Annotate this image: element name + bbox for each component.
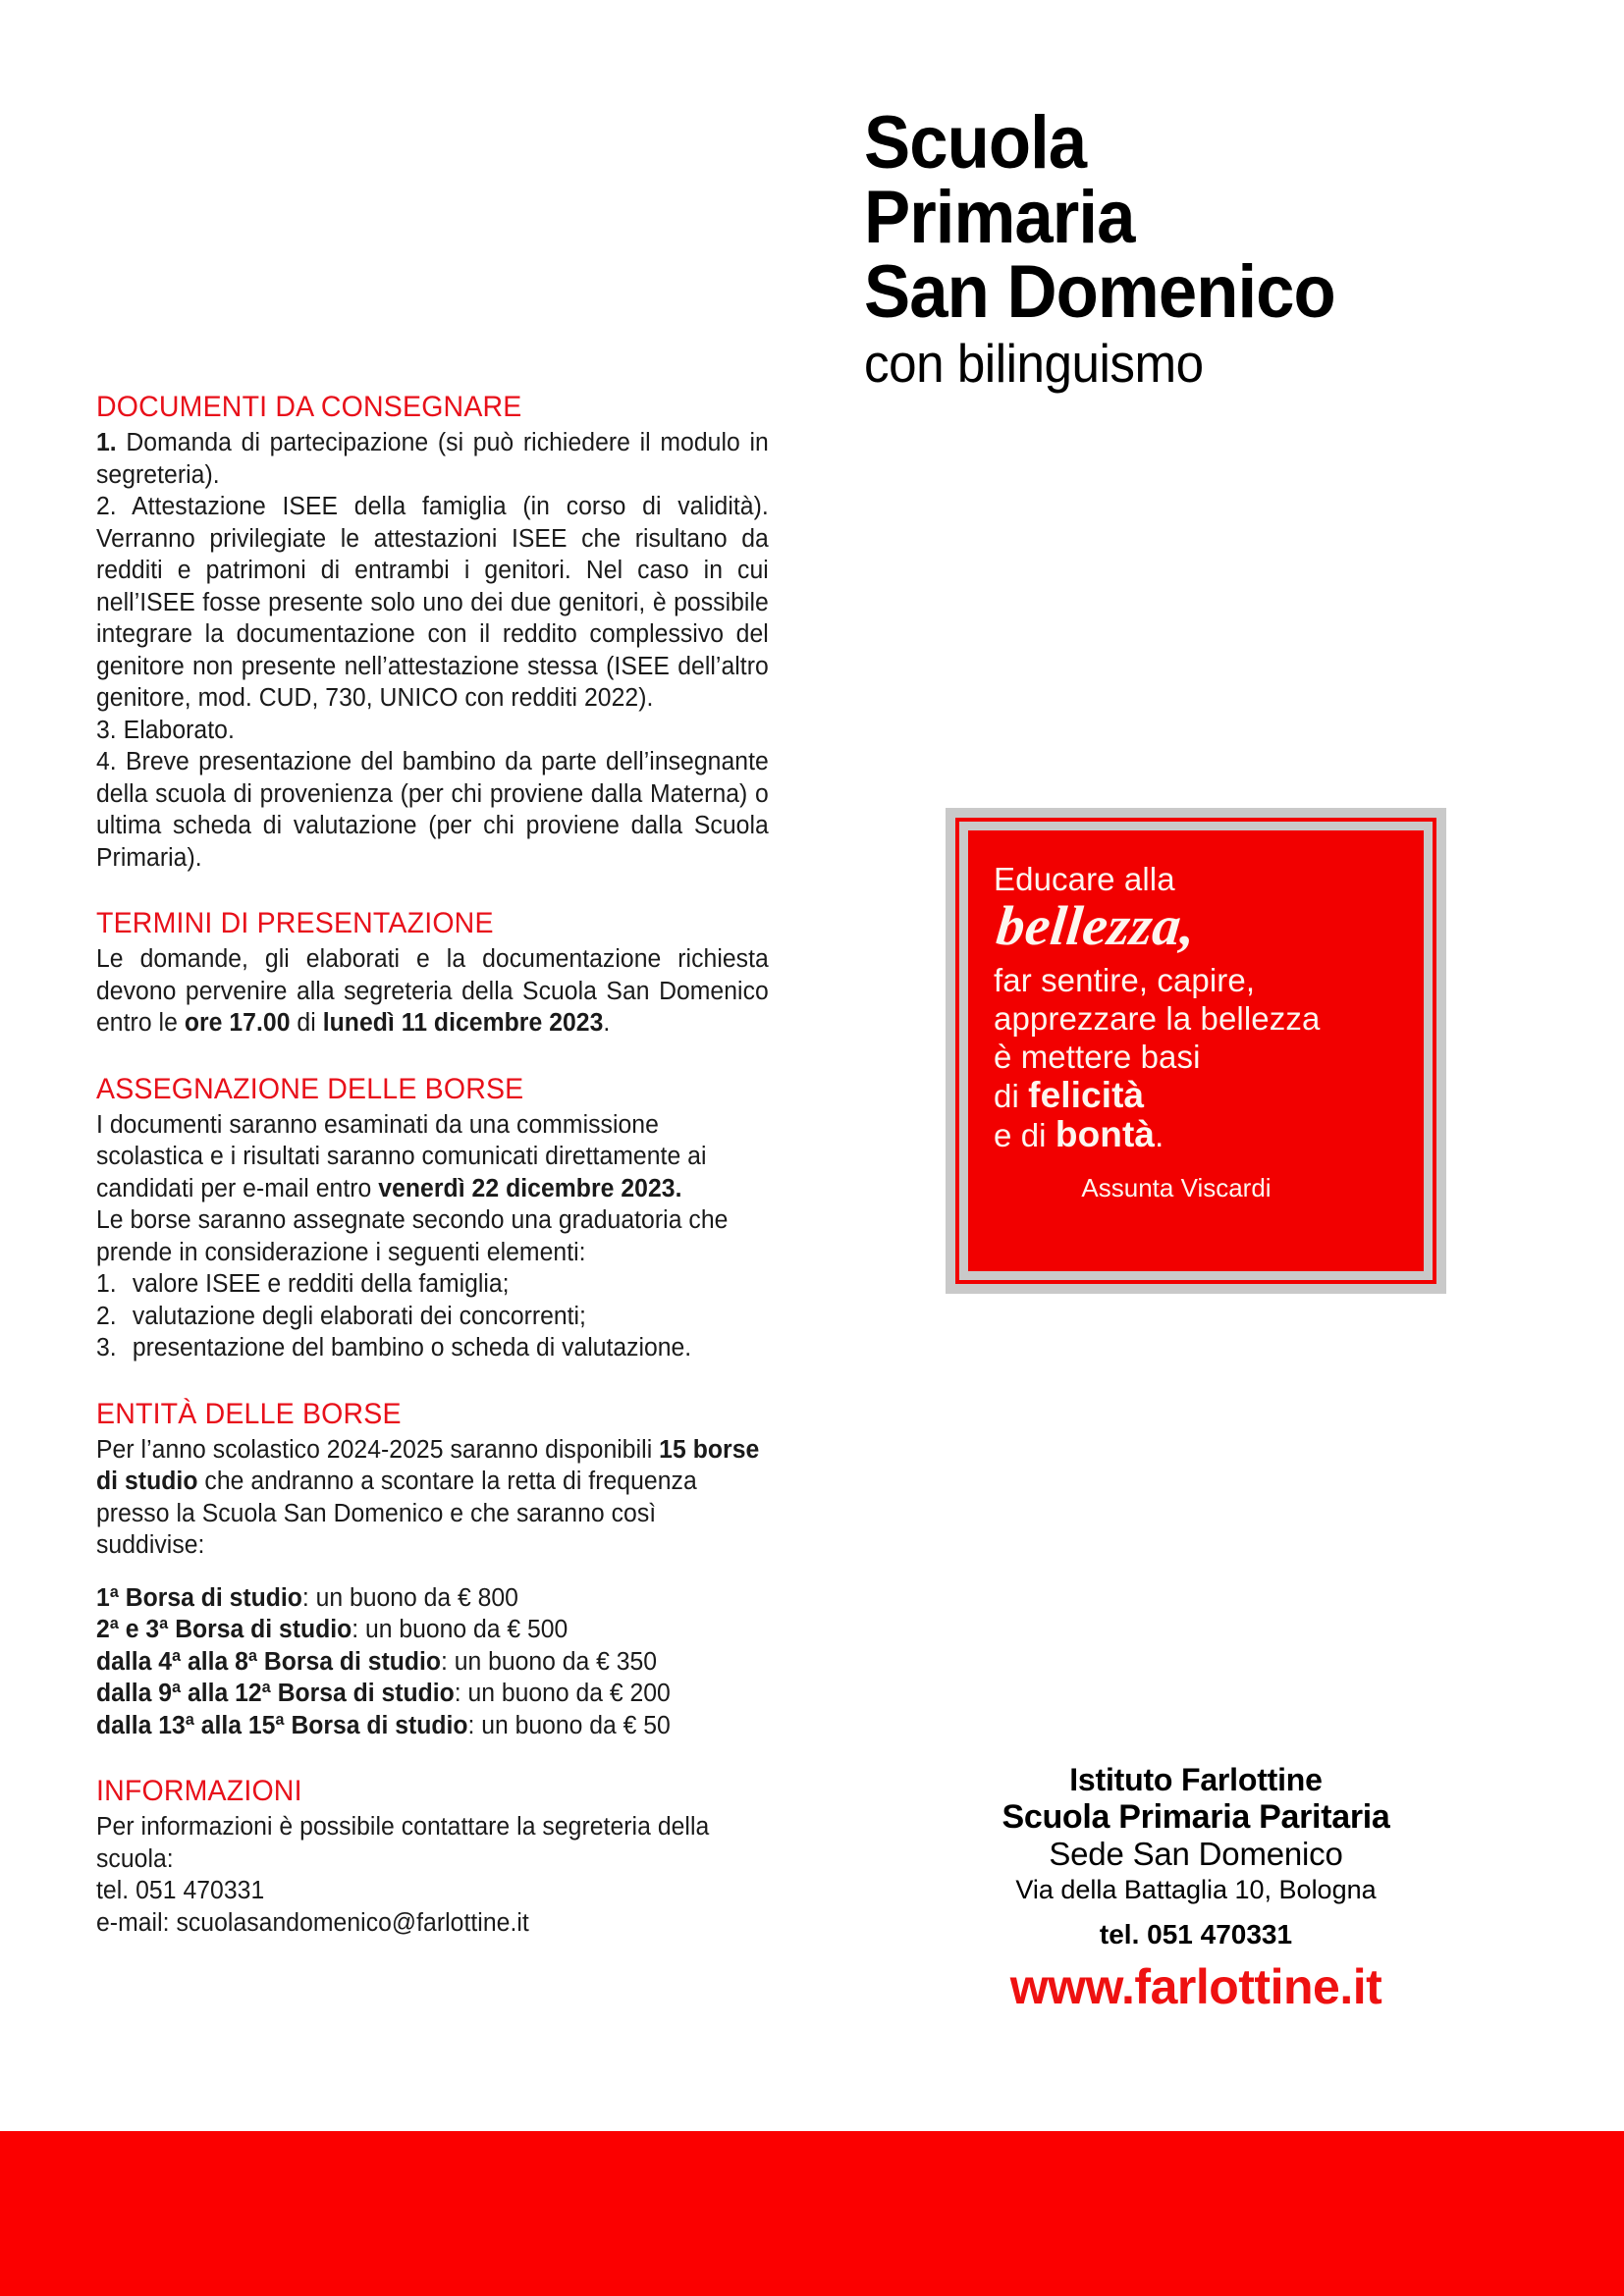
entita-text-c: che andranno a scontare la retta di frequenza presso la Scuola San Domenico e che saranno così suddivise: xyxy=(96,1468,697,1559)
termini-text-c: di xyxy=(290,1009,323,1037)
footer-branch: Sede San Domenico xyxy=(1049,1836,1343,1872)
borsa-label: 2ª e 3ª Borsa di studio xyxy=(96,1616,352,1643)
footer-website-link[interactable]: www.farlottine.it xyxy=(1009,1959,1382,2014)
section-heading-informazioni: INFORMAZIONI xyxy=(96,1775,302,1807)
entita-paragraph xyxy=(96,1434,769,1562)
documenti-item-4: 4. Breve presentazione del bambino da parte dell’insegnante della scuola di provenienza (per chi proviene dalla Materna) o ultima scheda di valutazione (per chi proviene dalla Scuola Primaria). xyxy=(96,748,769,872)
list-item xyxy=(96,1301,769,1333)
quote-line-5 xyxy=(994,1076,1398,1115)
borsa-label: dalla 9ª alla 12ª Borsa di studio xyxy=(96,1680,455,1707)
quote-line-6 xyxy=(994,1115,1398,1154)
quote-line-6-emphasis: bontà xyxy=(1055,1114,1156,1154)
termini-text-a: Le domande, gli elaborati e la documentazione richiesta devono pervenire alla segreteria della Scuola San Domenico entro le xyxy=(96,945,769,1037)
footer-address-block xyxy=(946,1762,1446,2014)
quote-line-3: apprezzare la bellezza xyxy=(994,1000,1321,1037)
termini-time: ore 17.00 xyxy=(184,1009,291,1037)
assegnazione-paragraph-2: Le borse saranno assegnate secondo una graduatoria che prende in considerazione i seguenti elementi: xyxy=(96,1206,729,1266)
criteria-number: 3. xyxy=(96,1334,117,1362)
borsa-label: dalla 4ª alla 8ª Borsa di studio xyxy=(96,1647,441,1676)
section-heading-termini: TERMINI DI PRESENTAZIONE xyxy=(96,907,494,939)
footer-org-name: Istituto Farlottine xyxy=(1069,1762,1323,1797)
quote-line-2: far sentire, capire, xyxy=(994,962,1256,998)
informazioni-telephone: tel. 051 470331 xyxy=(96,1877,265,1904)
footer-street-address: Via della Battaglia 10, Bologna xyxy=(1015,1875,1377,1904)
list-item xyxy=(96,1678,769,1710)
assegnazione-date: venerdì 22 dicembre 2023. xyxy=(378,1174,682,1202)
documenti-item-2: 2. Attestazione ISEE della famiglia (in corso di validità). Verranno privilegiate le attestazioni ISEE che risultano da redditi e patrimoni di entrambi i genitori. Nel caso in cui nell’ISEE fosse presente solo uno dei due genitori, è possibile integrare la documentazione con il reddito complessivo del genitore non presente nell’attestazione stessa (ISEE dell’altro genitore, mod. CUD, 730, UNICO con redditi 2022). xyxy=(96,493,769,712)
quote-script-word: bellezza, xyxy=(994,895,1200,957)
criteria-text: valore ISEE e redditi della famiglia; xyxy=(132,1270,510,1298)
quote-line-5-emphasis: felicità xyxy=(1028,1075,1145,1115)
entita-text-a: Per l’anno scolastico 2024-2025 saranno disponibili xyxy=(96,1435,660,1464)
quote-line-6-prefix: e di xyxy=(994,1117,1056,1153)
documenti-item-1-number: 1. xyxy=(96,429,117,456)
quote-line-1: Educare alla xyxy=(994,861,1175,897)
footer-school-type: Scuola Primaria Paritaria xyxy=(1001,1798,1390,1836)
termini-paragraph xyxy=(96,943,769,1040)
list-item xyxy=(96,1614,769,1646)
footer-telephone: tel. 051 470331 xyxy=(1099,1919,1293,1949)
criteria-text: valutazione degli elaborati dei concorrenti; xyxy=(132,1302,586,1330)
list-item xyxy=(96,1268,769,1301)
documenti-item-1 xyxy=(96,427,769,491)
borsa-value: : un buono da € 800 xyxy=(301,1583,518,1612)
bottom-red-bar xyxy=(0,2131,1624,2296)
borsa-value: : un buono da € 50 xyxy=(467,1711,671,1739)
borsa-label: 1ª Borsa di studio xyxy=(96,1583,302,1612)
documenti-item-3: 3. Elaborato. xyxy=(96,716,235,744)
entita-count: 15 borse di studio xyxy=(96,1435,760,1495)
borsa-value: : un buono da € 200 xyxy=(454,1680,671,1707)
quote-box-border xyxy=(955,818,1436,1284)
title-subtitle: con bilinguismo xyxy=(864,333,1204,394)
borse-list xyxy=(96,1582,769,1742)
quote-box xyxy=(946,808,1446,1294)
informazioni-intro: Per informazioni è possibile contattare la segreteria della scuola: xyxy=(96,1813,710,1873)
documenti-item-1-text: Domanda di partecipazione (si può richiedere il modulo in segreteria). xyxy=(96,429,769,489)
criteria-text: presentazione del bambino o scheda di valutazione. xyxy=(132,1334,692,1362)
title-line-san-domenico: San Domenico xyxy=(864,250,1335,334)
main-content-column xyxy=(96,391,789,1939)
criteria-number: 2. xyxy=(96,1302,117,1330)
borsa-value: : un buono da € 350 xyxy=(440,1647,658,1676)
section-heading-documenti: DOCUMENTI DA CONSEGNARE xyxy=(96,391,522,423)
section-heading-entita: ENTITÀ DELLE BORSE xyxy=(96,1397,402,1430)
criteria-number: 1. xyxy=(96,1270,117,1298)
quote-author: Assunta Viscardi xyxy=(1081,1173,1272,1202)
assegnazione-text-a: I documenti saranno esaminati da una commissione scolastica e i risultati saranno comunicati direttamente ai candidati per e-mail entro xyxy=(96,1110,707,1202)
borsa-label: dalla 13ª alla 15ª Borsa di studio xyxy=(96,1711,468,1739)
quote-box-inner xyxy=(968,830,1424,1271)
termini-text-e: . xyxy=(603,1009,611,1037)
borsa-value: : un buono da € 500 xyxy=(352,1616,568,1643)
informazioni-email: e-mail: scuolasandomenico@farlottine.it xyxy=(96,1908,529,1937)
list-item xyxy=(96,1710,769,1742)
page-title xyxy=(864,101,1571,395)
quote-line-4: è mettere basi xyxy=(994,1039,1201,1075)
title-line-primaria: Primaria xyxy=(864,176,1135,259)
assegnazione-paragraph-1 xyxy=(96,1109,769,1205)
section-heading-assegnazione: ASSEGNAZIONE DELLE BORSE xyxy=(96,1072,524,1105)
list-item xyxy=(96,1646,769,1679)
list-item xyxy=(96,1582,769,1615)
assegnazione-criteria-list xyxy=(96,1268,769,1364)
termini-date: lunedì 11 dicembre 2023 xyxy=(322,1009,604,1037)
quote-line-5-prefix: di xyxy=(994,1078,1029,1114)
quote-line-6-suffix: . xyxy=(1155,1117,1164,1153)
title-line-scuola: Scuola xyxy=(864,101,1087,185)
list-item xyxy=(96,1332,769,1364)
